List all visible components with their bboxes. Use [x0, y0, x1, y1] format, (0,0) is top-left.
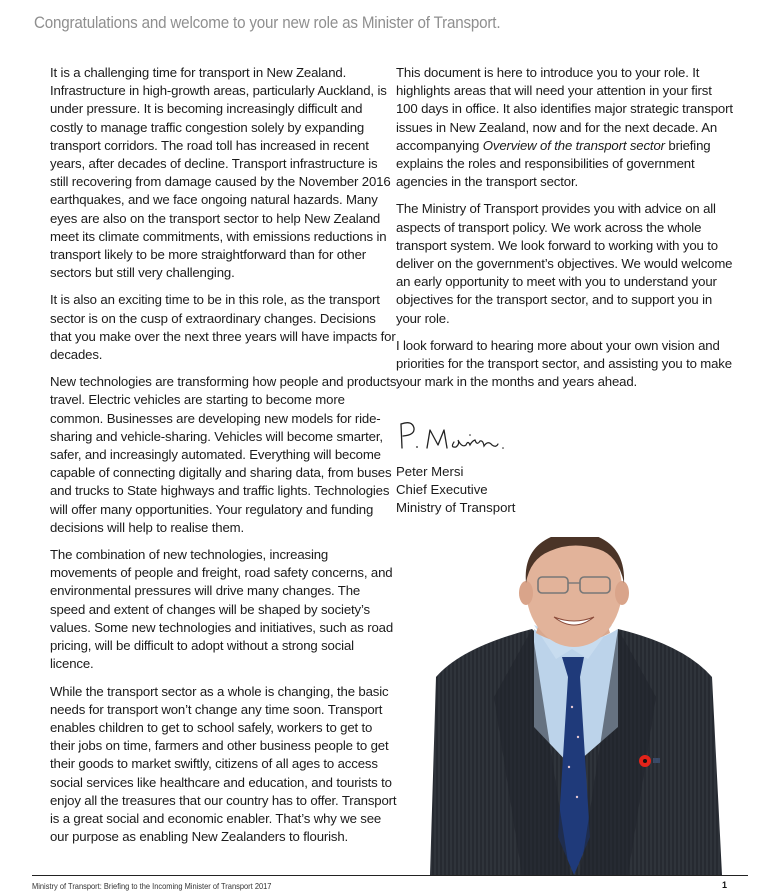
paragraph: It is a challenging time for transport in New Zealand. Infrastructure in high-growth areas, particularly Auckland, is under pressure. It is becoming increasingly difficult and costly to manage traffic congestion solely by expanding transport corridors. The road toll has increased in recent years, after decades of decline. Transport infrastructure is still recovering from damage caused by the November 2016 earthquakes, and we face ongoing natural hazards. Many eyes are also on the transport sector to help New Zealand meet its climate commitments, with emissions reductions in transport likely to be more straightforward than for other sectors but still very challenging.: [50, 65, 391, 281]
paragraph: [396, 64, 736, 191]
chief-executive-portrait: [422, 537, 728, 875]
signature-block: [396, 418, 515, 517]
paragraph: It is also an exciting time to be in this role, as the transport sector is on the cusp of extraordinary changes. Decisions that you make over the next three years will have impacts for decades.: [50, 292, 396, 363]
handwritten-signature-icon: [396, 418, 506, 454]
document-title-reference: Overview of the transport sector: [482, 137, 665, 153]
right-column: [396, 64, 736, 400]
left-column: [50, 64, 398, 855]
paragraph: I look forward to hearing more about your own vision and priorities for the transport sector, and assisting you to make your mark in the months and years ahead.: [396, 337, 732, 390]
footer-document-title: Ministry of Transport: Briefing to the Incoming Minister of Transport 2017: [32, 881, 272, 891]
page-number: 1: [722, 880, 728, 890]
signatory-organisation: Ministry of Transport: [396, 500, 516, 515]
paragraph: The combination of new technologies, increasing movements of people and freight, road safety concerns, and environmental pressures will drive many changes. The speed and extent of changes will be shaped by society’s values. Some new technologies and initiatives, such as road pricing, will be difficult to adopt without a strong social licence.: [50, 547, 394, 672]
paragraph: The Ministry of Transport provides you with advice on all aspects of transport policy. We work across the whole transport system. We look forward to working with you to deliver on the government’s objectives. We would welcome an early opportunity to meet with you to understand your objectives for the transport sector, and to support you in your role.: [396, 201, 733, 326]
signatory-title: Chief Executive: [396, 482, 488, 497]
paragraph-text: This document is here to introduce you to your role. It highlights areas that will need your attention in your first 100 days in office. It also identifies major strategic transport issues in New Zealand, now and for the next decade. An accompanying: [396, 65, 733, 153]
paragraph-text: briefing explains the roles and responsibilities of government agencies in the transport sector.: [396, 137, 711, 190]
paragraph: New technologies are transforming how people and products travel. Electric vehicles are starting to become more common. Businesses are developing new models for ride-sharing and vehicle-sharing. Vehicles will become smarter, safer, and increasingly automated. Everything will become capable of connecting digitally and sharing data, from buses and trucks to State highways and traffic lights. Technologies will offer many opportunities. Your regulatory and funding decisions will help to realise them.: [50, 374, 397, 535]
signatory-name: Peter Mersi: [396, 464, 464, 479]
footer-divider: [32, 875, 748, 876]
paragraph: While the transport sector as a whole is changing, the basic needs for transport won’t change any time soon. Transport enables children to get to school safely, workers to get to their jobs on time, farmers and other business people to get their goods to market swiftly, citizens of all ages to access social services like healthcare and education, and tourists to enjoy all the treasures that our country has to offer. Transport is a great social and economic enabler. That’s why we see our purpose as enabling New Zealanders to flourish.: [50, 683, 397, 845]
page-heading: Congratulations and welcome to your new role as Minister of Transport.: [34, 14, 501, 32]
